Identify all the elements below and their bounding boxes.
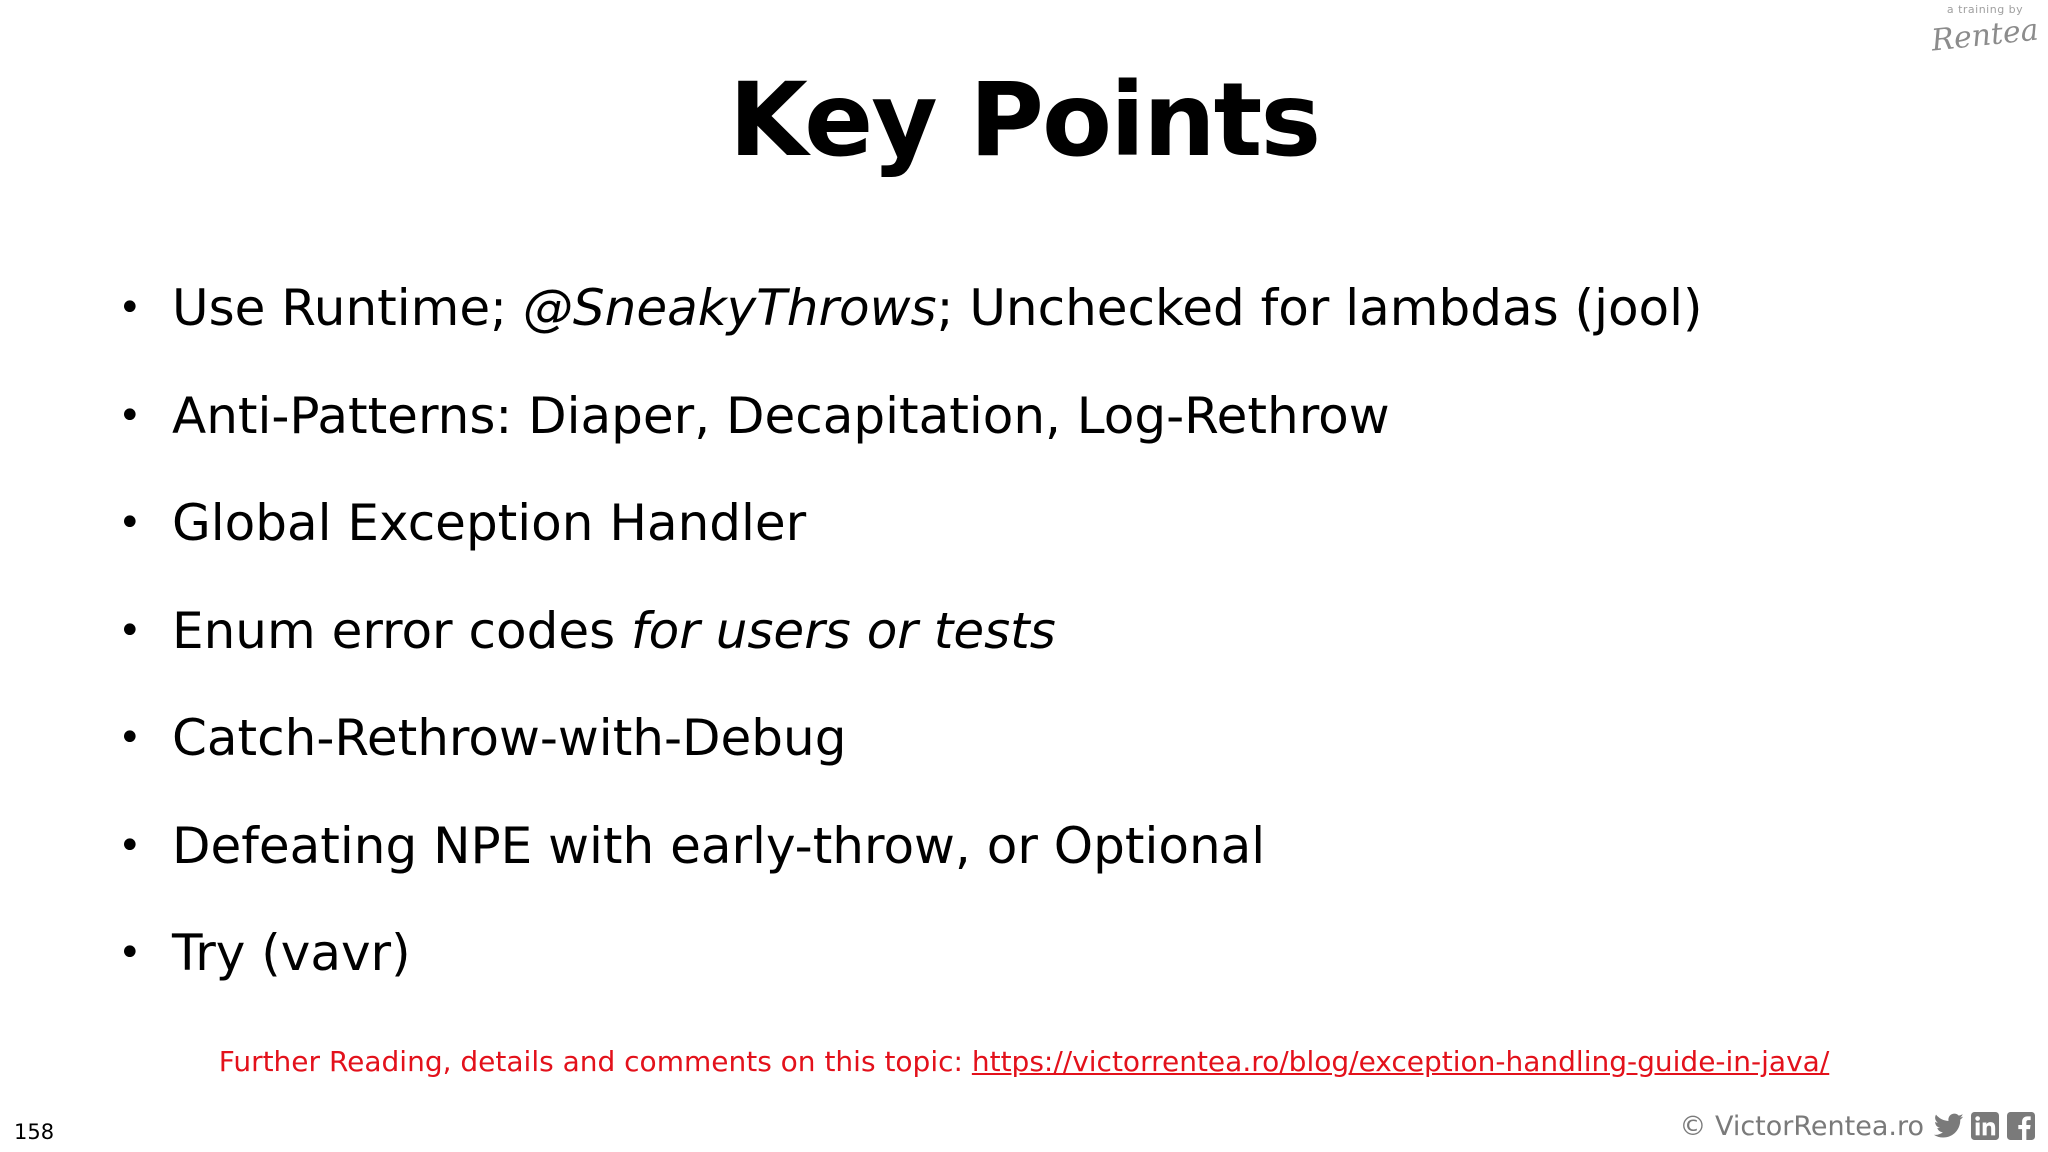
bullet-text-part: Enum error codes — [172, 601, 632, 660]
bullet-text: Catch-Rethrow-with-Debug — [172, 709, 847, 767]
bullet-dot: • — [118, 392, 142, 439]
bullet-text: Try (vavr) — [172, 924, 411, 982]
bullet-text — [172, 591, 1056, 671]
brand-signature: Rentea — [1929, 12, 2041, 59]
further-reading-link[interactable]: https://victorrentea.ro/blog/exception-handling-guide-in-java/ — [971, 1045, 1830, 1078]
brand-tagline: a training by — [1946, 3, 2024, 16]
bullet-dot: • — [118, 822, 142, 869]
further-reading-label: Further Reading, details and comments on this topic: — [218, 1045, 972, 1078]
bullet-text-part: ; Unchecked for lambdas (jool) — [936, 279, 1703, 337]
bullet-text: Defeating NPE with early-throw, or Optional — [172, 816, 1266, 875]
page-number: 158 — [14, 1120, 55, 1144]
bullet-text: Global Exception Handler — [172, 494, 807, 552]
slide-title: Key Points — [728, 61, 1320, 180]
bullet-text: Anti-Patterns: Diaper, Decapitation, Log-Rethrow — [172, 386, 1390, 445]
bullet-dot: • — [118, 607, 142, 654]
bullet-dot: • — [118, 500, 142, 546]
bullet-dot: • — [118, 285, 142, 331]
footer — [1679, 1108, 2036, 1144]
bullet-dot: • — [118, 930, 142, 976]
further-reading — [0, 1042, 2048, 1082]
copyright-text: © VictorRentea.ro — [1679, 1110, 1924, 1142]
facebook-icon[interactable] — [2006, 1111, 2036, 1141]
bullet-text-italic: @SneakyThrows — [522, 279, 937, 337]
bullet-text — [172, 268, 1703, 348]
linkedin-icon[interactable] — [1970, 1111, 2000, 1141]
bullet-text-italic: for users or tests — [631, 601, 1056, 660]
bullet-dot: • — [118, 715, 142, 761]
twitter-icon[interactable] — [1934, 1111, 1964, 1141]
bullet-text-part: Use Runtime; — [172, 279, 523, 337]
